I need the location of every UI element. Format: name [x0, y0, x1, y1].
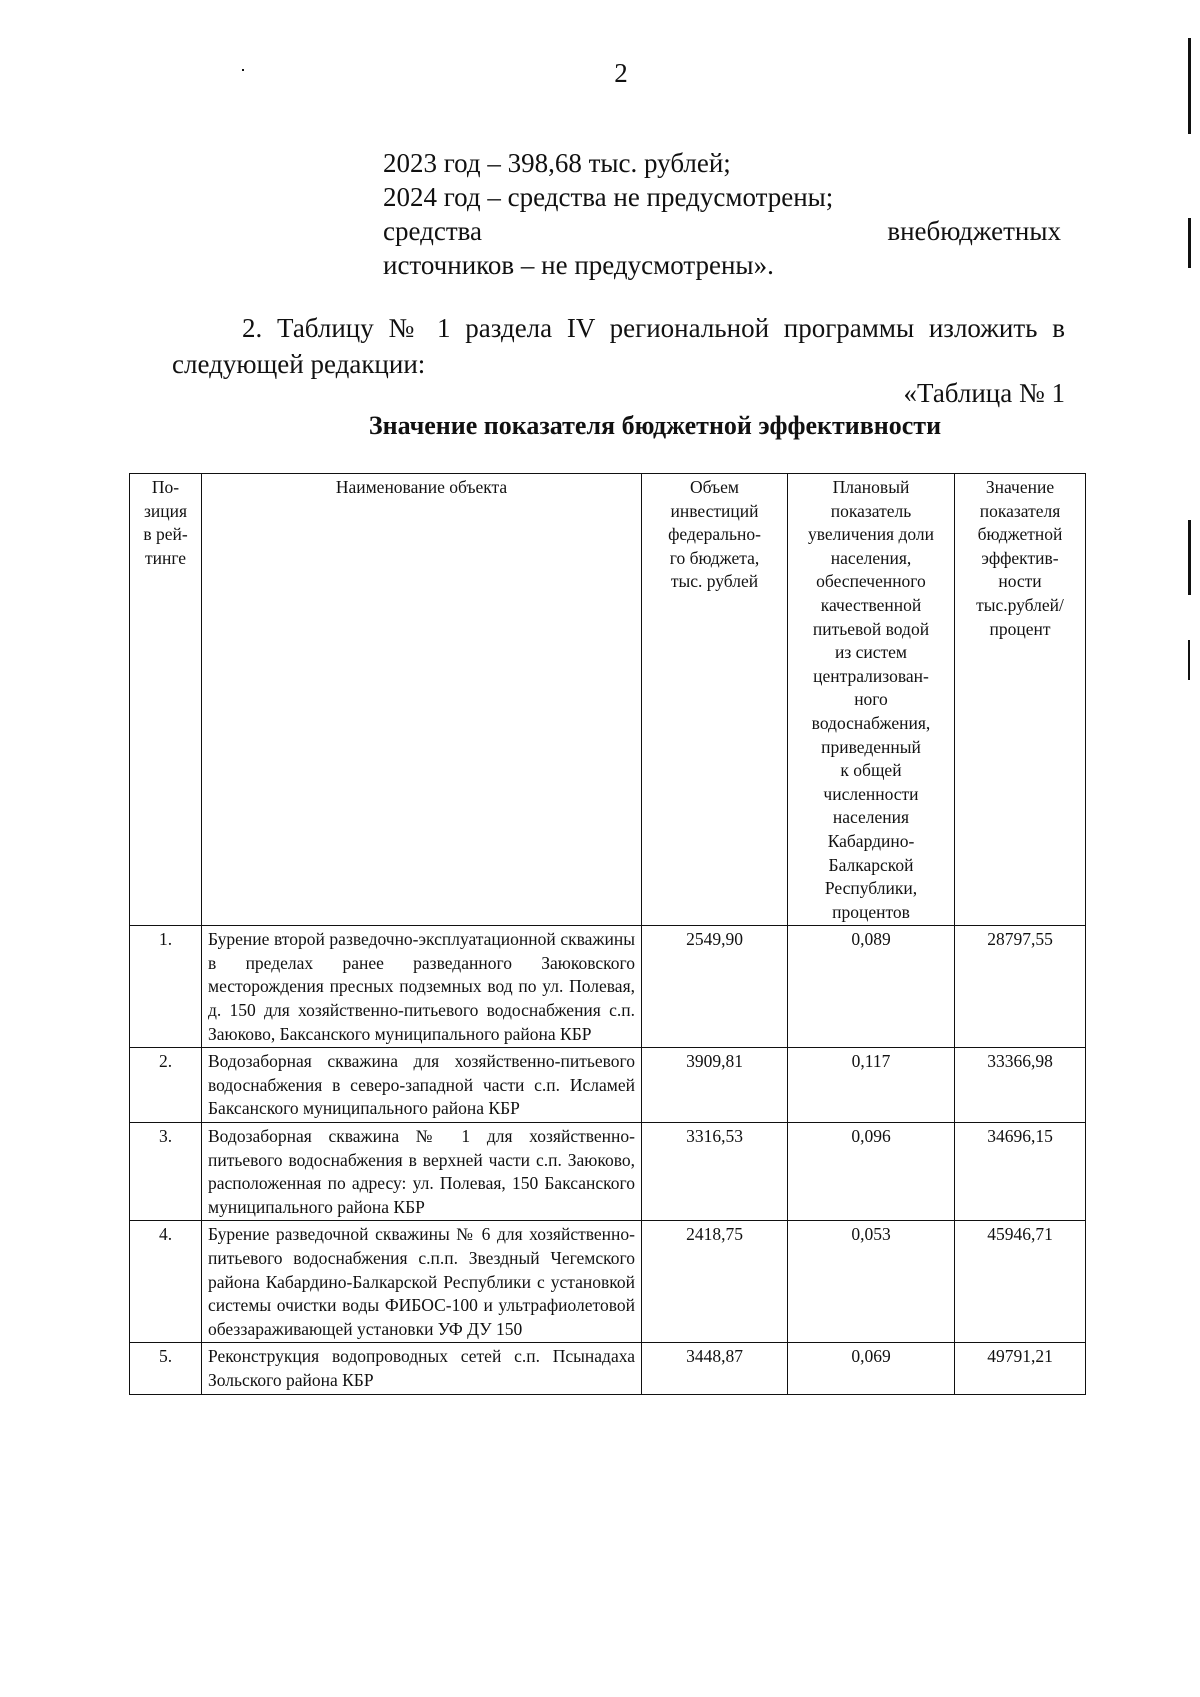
- page-number: 2: [614, 58, 628, 88]
- scan-edge-mark: [1188, 38, 1191, 134]
- row-planned: 0,089: [788, 926, 955, 1048]
- row-planned: 0,117: [788, 1048, 955, 1123]
- row-investment: 2549,90: [642, 926, 788, 1048]
- row-efficiency: 49791,21: [955, 1343, 1086, 1394]
- header-investment-text: Объем инвестиций федерально- го бюджета, тыс. рублей: [668, 477, 761, 592]
- header-position: [130, 474, 202, 926]
- funding-line-2024: 2024 год – средства не предусмотрены;: [383, 182, 834, 212]
- funding-line-extrabudget: [383, 214, 1061, 248]
- table-row: [130, 926, 1086, 1048]
- row-planned: 0,053: [788, 1221, 955, 1343]
- header-position-text: По- зиция в рей- тинге: [143, 477, 188, 568]
- row-number: 5.: [130, 1343, 202, 1394]
- funding-line-2023: 2023 год – 398,68 тыс. рублей;: [383, 148, 731, 178]
- funding-line-extrabudget-right: внебюджетных: [887, 216, 1061, 246]
- table-row: [130, 1221, 1086, 1343]
- row-object-name: Водозаборная скважина для хозяйственно-питьевого водоснабжения в северо-западной части с.п. Исламей Баксанского муниципального района КБР: [202, 1048, 642, 1123]
- header-name: [202, 474, 642, 926]
- table-row: [130, 1123, 1086, 1221]
- scan-edge-mark: [242, 69, 244, 71]
- row-investment: 2418,75: [642, 1221, 788, 1343]
- table-caption: «Таблица № 1: [903, 378, 1065, 408]
- header-planned: [788, 474, 955, 926]
- header-efficiency-text: Значение показателя бюджетной эффектив- ности тыс.рублей/ процент: [976, 477, 1064, 639]
- row-number: 3.: [130, 1123, 202, 1221]
- table-row: [130, 1048, 1086, 1123]
- amendment-paragraph: 2. Таблицу № 1 раздела IV региональной программы изложить в следующей редакции:: [172, 313, 1065, 379]
- table-row: [130, 1343, 1086, 1394]
- row-number: 1.: [130, 926, 202, 1048]
- header-name-text: Наименование объекта: [335, 477, 508, 497]
- row-efficiency: 33366,98: [955, 1048, 1086, 1123]
- scan-edge-mark: [1188, 520, 1191, 595]
- row-efficiency: 34696,15: [955, 1123, 1086, 1221]
- row-object-name: Бурение разведочной скважины № 6 для хозяйственно-питьевого водоснабжения с.п.п. Звездный Чегемского района Кабардино-Балкарской Республики с установкой системы очистки воды ФИБОС-100 и ультрафиолетовой обеззараживающей установки УФ ДУ 150: [202, 1221, 642, 1343]
- row-efficiency: 28797,55: [955, 926, 1086, 1048]
- row-object-name: Бурение второй разведочно-эксплуатационной скважины в пределах ранее разведанного Заюковского месторождения пресных подземных вод по ул. Полевая, д. 150 для хозяйственно-питьевого водоснабжения с.п. Заюково, Баксанского муниципального района КБР: [202, 926, 642, 1048]
- table-header-row: [130, 474, 1086, 926]
- funding-list: [383, 146, 1061, 282]
- header-investment: [642, 474, 788, 926]
- funding-line-extrabudget-left: средства: [383, 216, 483, 246]
- row-number: 4.: [130, 1221, 202, 1343]
- row-investment: 3316,53: [642, 1123, 788, 1221]
- header-planned-text: Плановый показатель увеличения доли населения, обеспеченного качественной питьевой водой из систем централизован- ного водоснабжения, приведенный к общей численности населения Кабардино- Балкарской Республики, процентов: [807, 477, 935, 922]
- row-object-name: Водозаборная скважина № 1 для хозяйственно-питьевого водоснабжения в верхней части с.п. Заюково, расположенная по адресу: ул. Полевая, 150 Баксанского муниципального района КБР: [202, 1123, 642, 1221]
- row-number: 2.: [130, 1048, 202, 1123]
- header-efficiency: [955, 474, 1086, 926]
- row-object-name: Реконструкция водопроводных сетей с.п. Псынадаха Зольского района КБР: [202, 1343, 642, 1394]
- scan-edge-mark: [1188, 218, 1191, 268]
- row-efficiency: 45946,71: [955, 1221, 1086, 1343]
- row-investment: 3448,87: [642, 1343, 788, 1394]
- table-title: Значение показателя бюджетной эффективности: [368, 411, 942, 440]
- row-planned: 0,096: [788, 1123, 955, 1221]
- row-planned: 0,069: [788, 1343, 955, 1394]
- row-investment: 3909,81: [642, 1048, 788, 1123]
- scan-edge-mark: [1188, 640, 1190, 680]
- funding-line-sources: источников – не предусмотрены».: [383, 250, 774, 280]
- efficiency-table: [129, 473, 1086, 1395]
